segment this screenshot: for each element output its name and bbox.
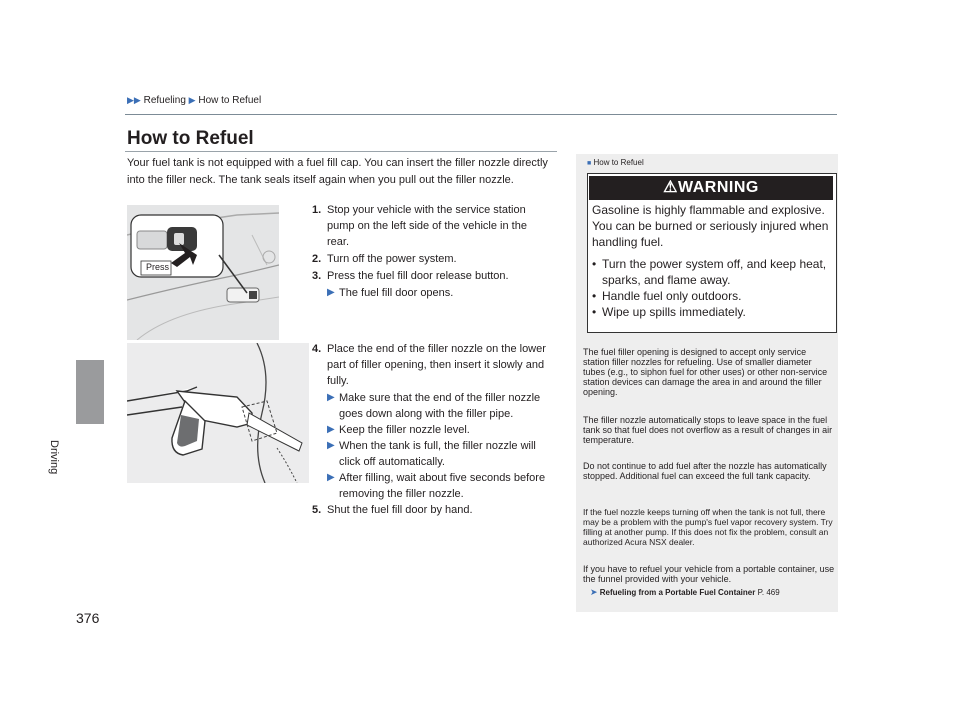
warning-bullet: • Wipe up spills immediately. bbox=[592, 305, 746, 319]
intro-paragraph: Your fuel tank is not equipped with a fuel fill cap. You can insert the filler nozzle directly into the filler neck. The tank seals itself again when you pull out the filler nozzle. bbox=[127, 157, 548, 186]
note-marker-icon: ■ bbox=[587, 160, 592, 167]
step-4-detail: ▶ Keep the filler nozzle level. bbox=[327, 424, 470, 436]
fuel-door-button-illustration bbox=[127, 205, 279, 340]
step-3: 3. Press the fuel fill door release button. bbox=[312, 270, 509, 282]
arrow-icon: ▶ bbox=[327, 392, 335, 403]
note-paragraph: If the fuel nozzle keeps turning off when the tank is not full, there may be a problem with the pump's fuel vapor recovery system. Try filling at another pump. If this does not fix the problem, consult an authorized Acura NSX dealer. bbox=[583, 507, 833, 547]
cross-reference-link[interactable]: ➤ Refueling from a Portable Fuel Container P. 469 bbox=[590, 587, 780, 597]
chapter-tab bbox=[76, 360, 104, 424]
breadcrumb-arrow-icon: ▶▶ bbox=[127, 95, 141, 105]
step-4: 4. Place the end of the filler nozzle on the lower part of filler opening, then insert it slowly and fully. bbox=[312, 343, 546, 387]
step-4-detail: ▶ When the tank is full, the filler nozzle will click off automatically. bbox=[327, 440, 536, 468]
step-3-result: ▶ The fuel fill door opens. bbox=[327, 287, 454, 299]
breadcrumb bbox=[127, 95, 261, 106]
note-paragraph: The filler nozzle automatically stops to leave space in the fuel tank so that fuel does not overflow as a result of changes in air temperature. bbox=[583, 415, 833, 445]
breadcrumb-item[interactable]: Refueling bbox=[143, 95, 186, 106]
reference-arrow-icon: ➤ bbox=[590, 587, 598, 597]
notes-heading: ■ How to Refuel bbox=[587, 158, 644, 167]
note-paragraph: If you have to refuel your vehicle from a portable container, use the funnel provided with your vehicle. bbox=[583, 564, 835, 584]
step-5: 5. Shut the fuel fill door by hand. bbox=[312, 504, 473, 516]
chapter-label: Driving bbox=[48, 440, 60, 475]
note-paragraph: The fuel filler opening is designed to accept only service station filler nozzles for refueling. Use of smaller diameter tubes (e.g., to siphon fuel for other uses) or other non-service station devices can damage the area in and around the filler opening. bbox=[583, 347, 828, 397]
steps-list-bottom bbox=[312, 341, 552, 519]
step-4-detail: ▶ Make sure that the end of the filler nozzle goes down along with the filler pipe. bbox=[327, 392, 541, 420]
title-divider bbox=[125, 151, 557, 152]
warning-bullet: • Handle fuel only outdoors. bbox=[592, 289, 742, 303]
page-title: How to Refuel bbox=[127, 128, 254, 149]
page-number: 376 bbox=[76, 610, 100, 626]
arrow-icon: ▶ bbox=[327, 440, 335, 451]
warning-header: ⚠WARNING bbox=[589, 176, 833, 200]
filler-nozzle-illustration bbox=[127, 343, 309, 483]
steps-list-top bbox=[312, 202, 537, 301]
note-paragraph: Do not continue to add fuel after the nozzle has automatically stopped. Additional fuel can exceed the full tank capacity. bbox=[583, 461, 827, 481]
header-divider bbox=[125, 114, 837, 115]
warning-text: Gasoline is highly flammable and explosive. You can be burned or seriously injured when handling fuel. • Turn the power system off, and keep heat, sparks, and flame away. • Handle fuel only outdoors. • Wipe up spills immediately. bbox=[592, 202, 832, 320]
step-2: 2. Turn off the power system. bbox=[312, 253, 457, 265]
warning-bullet: • Turn the power system off, and keep heat, sparks, and flame away. bbox=[592, 257, 827, 287]
warning-triangle-icon: ⚠ bbox=[663, 179, 678, 196]
arrow-icon: ▶ bbox=[327, 472, 335, 483]
arrow-icon: ▶ bbox=[327, 287, 335, 298]
press-callout-label: Press bbox=[146, 262, 170, 272]
arrow-icon: ▶ bbox=[327, 424, 335, 435]
breadcrumb-arrow-icon: ▶ bbox=[188, 95, 196, 105]
breadcrumb-item[interactable]: How to Refuel bbox=[198, 95, 262, 106]
step-4-detail: ▶ After filling, wait about five seconds before removing the filler nozzle. bbox=[327, 472, 546, 500]
step-1: 1. Stop your vehicle with the service station pump on the left side of the vehicle in the rear. bbox=[312, 204, 527, 248]
